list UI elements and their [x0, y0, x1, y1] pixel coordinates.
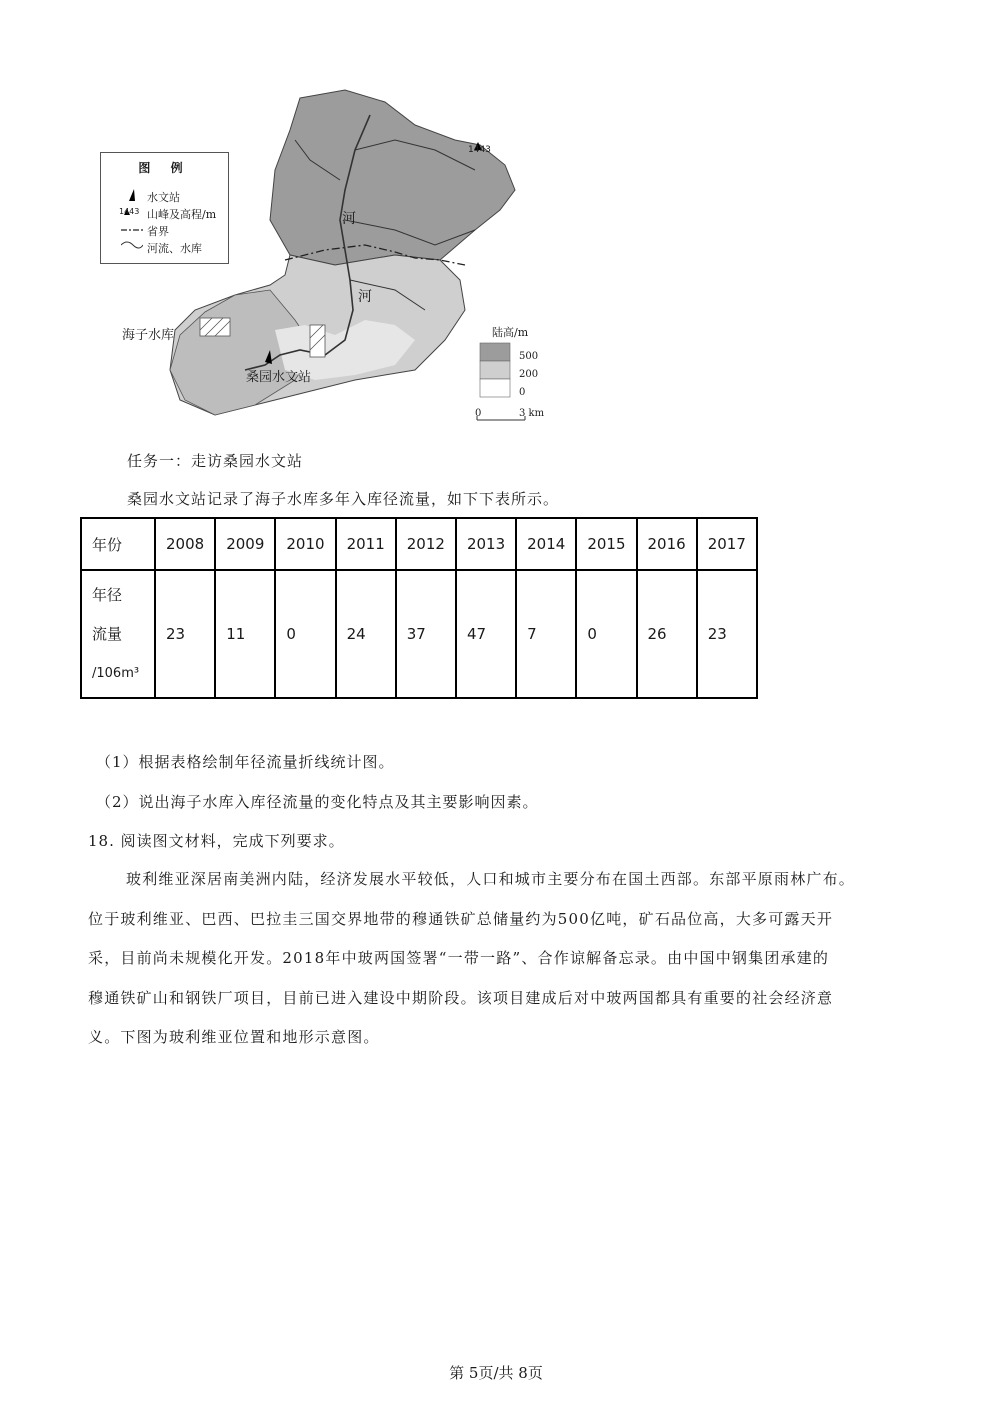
river-symbol-icon	[121, 242, 143, 248]
station-label: 桑园水文站	[246, 370, 312, 385]
runoff-value-cell: 7	[516, 570, 576, 698]
runoff-value-cell: 24	[336, 570, 396, 698]
runoff-value-cell: 47	[456, 570, 516, 698]
river-label-upper: 河	[342, 211, 356, 227]
runoff-table	[80, 517, 758, 699]
runoff-value-cell: 23	[155, 570, 215, 698]
elevation-tick-0: 0	[519, 387, 526, 398]
runoff-value-cell: 0	[576, 570, 636, 698]
legend-peak-sample: 1443	[119, 207, 140, 216]
year-cell: 2011	[336, 518, 396, 570]
year-header-cell: 年份	[81, 518, 155, 570]
runoff-value-cell: 26	[637, 570, 697, 698]
station-symbol-icon	[129, 189, 135, 201]
year-cell: 2010	[275, 518, 335, 570]
elevation-tick-200: 200	[519, 369, 539, 380]
runoff-value-cell: 0	[275, 570, 335, 698]
question-1: （1）根据表格绘制年径流量折线统计图。	[96, 753, 395, 771]
peak-elevation-label: 1443	[468, 145, 491, 155]
upper-basin-high	[270, 90, 515, 265]
runoff-value-cell: 37	[396, 570, 456, 698]
question-18: 18. 阅读图文材料，完成下列要求。	[88, 832, 345, 850]
year-cell: 2008	[155, 518, 215, 570]
passage-line: 玻利维亚深居南美洲内陆，经济发展水平较低，人口和城市主要分布在国土西部。东部平原雨林广布。	[126, 870, 856, 888]
map-legend	[100, 152, 229, 264]
year-cell: 2012	[396, 518, 456, 570]
passage	[88, 860, 908, 1058]
runoff-header-line-2: 流量	[92, 624, 123, 643]
question-2: （2）说出海子水库入库径流量的变化特点及其主要影响因素。	[96, 793, 539, 811]
passage-line: 采，目前尚未规模化开发。2018年中玻两国签署“一带一路”、合作谅解备忘录。由中国中钢集团承建的	[88, 949, 830, 967]
runoff-header-line-3: /106m³	[92, 665, 140, 681]
legend-symbols	[121, 187, 143, 257]
scale-bar	[477, 416, 525, 420]
year-cell: 2016	[637, 518, 697, 570]
year-cell: 2015	[576, 518, 636, 570]
scale-label-start: 0	[475, 408, 482, 419]
task-intro: 桑园水文站记录了海子水库多年入库径流量，如下下表所示。	[127, 490, 560, 508]
year-cell: 2017	[697, 518, 757, 570]
legend-item-river: 河流、水库	[147, 242, 202, 255]
task-heading: 任务一：走访桑园水文站	[127, 452, 304, 470]
runoff-value-cell: 23	[697, 570, 757, 698]
river-label-lower: 河	[358, 289, 372, 305]
passage-line: 穆通铁矿山和钢铁厂项目，目前已进入建设中期阶段。该项目建成后对中玻两国都具有重要的社会经济意	[88, 988, 834, 1007]
page-number: 第 5页/共 8页	[449, 1364, 543, 1382]
scale-label-end: 3 km	[519, 408, 545, 419]
year-row	[81, 518, 757, 570]
runoff-row	[81, 570, 757, 698]
elevation-tick-500: 500	[519, 351, 539, 362]
runoff-header-line-1: 年径	[92, 585, 123, 604]
year-cell: 2013	[456, 518, 516, 570]
legend-title: 图 例	[138, 161, 191, 175]
year-cell: 2009	[215, 518, 275, 570]
year-cell: 2014	[516, 518, 576, 570]
elevation-title: 陆高/m	[492, 326, 529, 339]
legend-item-border: 省界	[147, 225, 169, 238]
passage-line: 位于玻利维亚、巴西、巴拉圭三国交界地带的穆通铁矿总储量约为500亿吨，矿石品位高，大多可露天开	[88, 909, 834, 928]
runoff-value-cell: 11	[215, 570, 275, 698]
reservoir-label: 海子水库	[122, 328, 175, 343]
legend-item-peak: 山峰及高程/m	[147, 208, 217, 221]
runoff-header-cell	[81, 570, 155, 698]
passage-line: 义。下图为玻利维亚位置和地形示意图。	[88, 1028, 380, 1046]
legend-item-station: 水文站	[147, 191, 180, 204]
